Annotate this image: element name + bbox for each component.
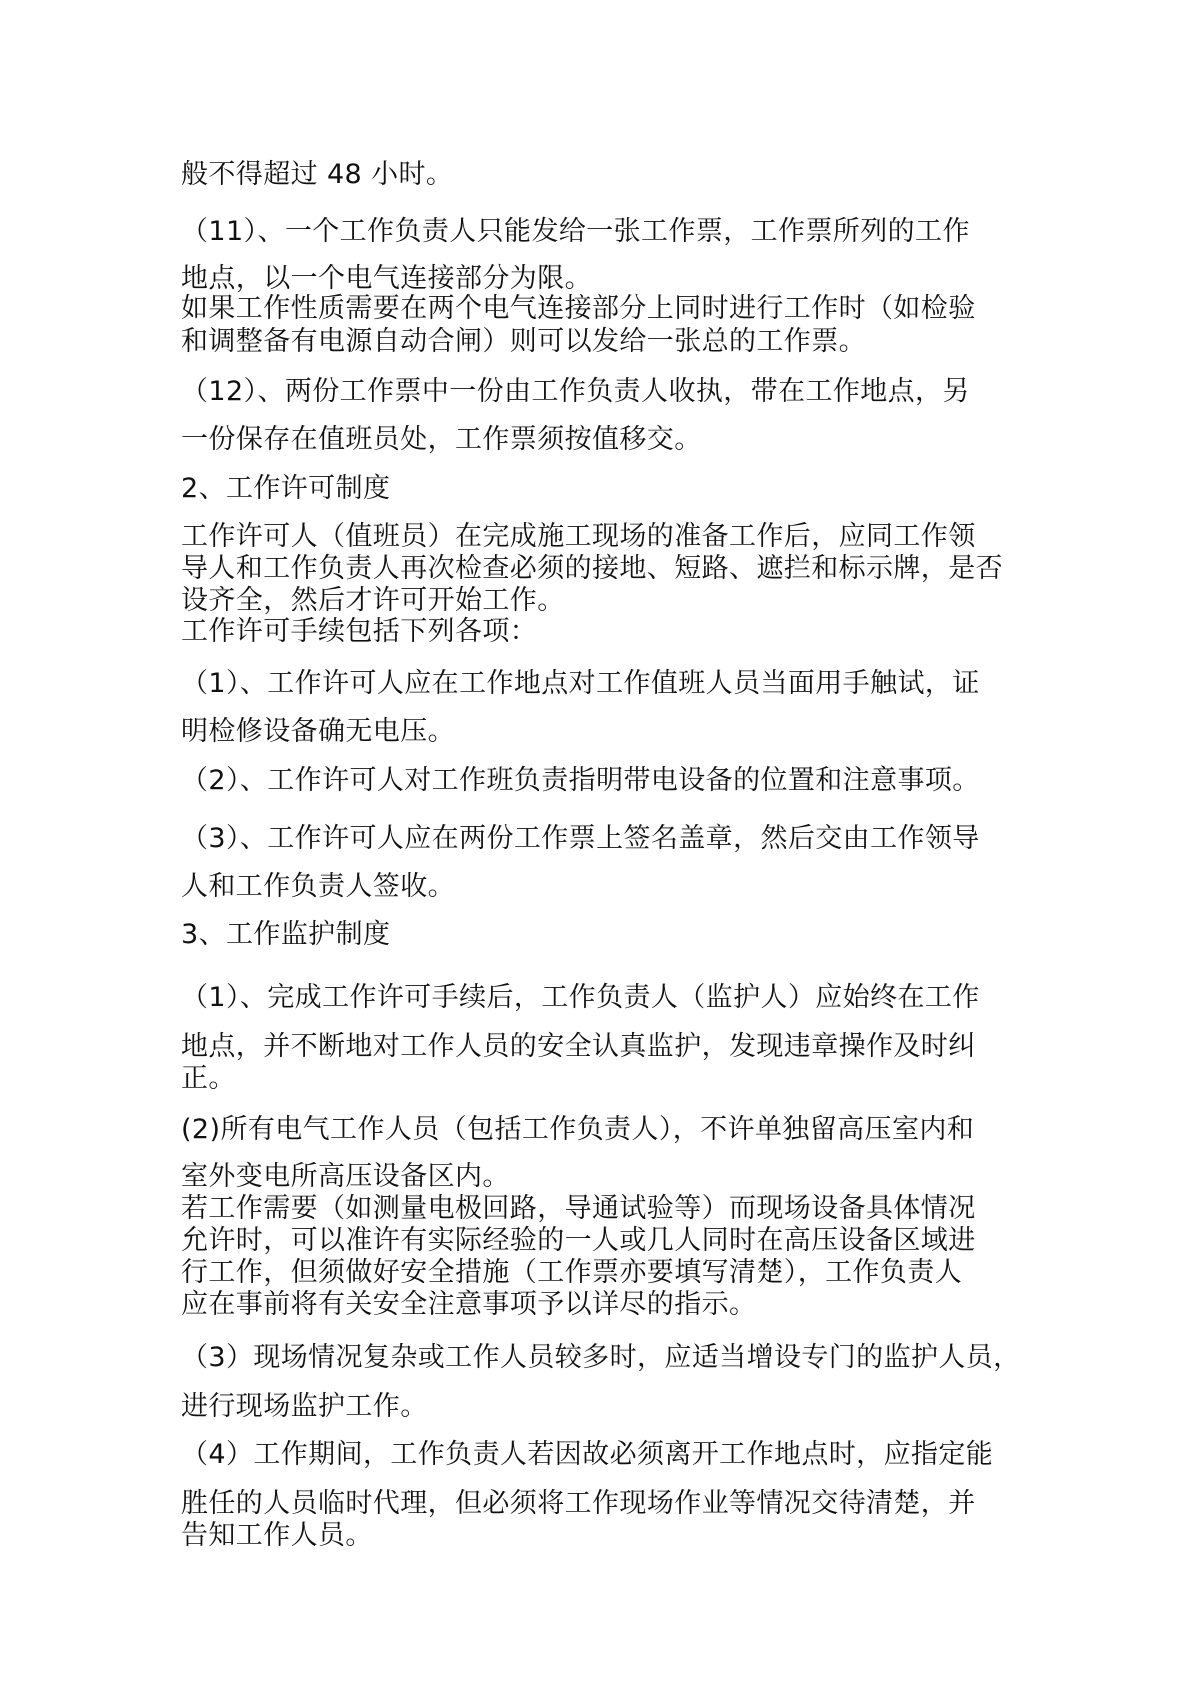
text-line: 和调整备有电源自动合闸）则可以发给一张总的工作票。 xyxy=(181,326,866,357)
text-line: （3）、工作许可人应在两份工作票上签名盖章，然后交由工作领导 xyxy=(181,823,980,854)
text-line: 室外变电所高压设备区内。 xyxy=(181,1161,510,1192)
text-line: 地点，以一个电气连接部分为限。 xyxy=(181,263,592,294)
section-heading: 2、工作许可制度 xyxy=(181,473,391,504)
text-line: （12）、两份工作票中一份由工作负责人收执，带在工作地点，另 xyxy=(181,376,970,407)
text-line: （4）工作期间，工作负责人若因故必须离开工作地点时，应指定能 xyxy=(181,1439,994,1470)
text-line: （1）、完成工作许可手续后，工作负责人（监护人）应始终在工作 xyxy=(181,982,980,1013)
text-line: （2）、工作许可人对工作班负责指明带电设备的位置和注意事项。 xyxy=(181,765,980,796)
text-line: 一份保存在值班员处，工作票须按值移交。 xyxy=(181,424,702,455)
section-heading: 3、工作监护制度 xyxy=(181,919,391,950)
text-line: （3）现场情况复杂或工作人员较多时，应适当增设专门的监护人员， xyxy=(181,1342,1021,1373)
text-line: 允许时，可以准许有实际经验的一人或几人同时在高压设备区域进 xyxy=(181,1225,976,1256)
text-line: 地点，并不断地对工作人员的安全认真监护，发现违章操作及时纠 xyxy=(181,1031,976,1062)
text-line: 般不得超过 48 小时。 xyxy=(181,159,454,190)
text-line: 明检修设备确无电压。 xyxy=(181,716,455,747)
text-line: 导人和工作负责人再次检查必须的接地、短路、遮拦和标示牌，是否 xyxy=(181,553,1003,584)
text-line: 胜任的人员临时代理，但必须将工作现场作业等情况交待清楚，并 xyxy=(181,1488,976,1519)
text-line: 告知工作人员。 xyxy=(181,1520,373,1551)
text-line: （1）、工作许可人应在工作地点对工作值班人员当面用手触试，证 xyxy=(181,668,980,699)
text-line: （11）、一个工作负责人只能发给一张工作票，工作票所列的工作 xyxy=(181,216,970,247)
text-line: 设齐全，然后才许可开始工作。 xyxy=(181,585,565,616)
text-line: 进行现场监护工作。 xyxy=(181,1391,428,1422)
text-line: 人和工作负责人签收。 xyxy=(181,871,455,902)
text-line: 若工作需要（如测量电极回路，导通试验等）而现场设备具体情况 xyxy=(181,1193,976,1224)
text-line: 应在事前将有关安全注意事项予以详尽的指示。 xyxy=(181,1289,757,1320)
text-line: 工作许可手续包括下列各项： xyxy=(181,616,538,647)
text-line: 行工作，但须做好安全措施（工作票亦要填写清楚），工作负责人 xyxy=(181,1257,963,1288)
text-line: 正。 xyxy=(181,1063,236,1094)
text-line: 工作许可人（值班员）在完成施工现场的准备工作后，应同工作领 xyxy=(181,521,976,552)
text-line: 如果工作性质需要在两个电气连接部分上同时进行工作时（如检验 xyxy=(181,293,976,324)
text-line: (2)所有电气工作人员（包括工作负责人），不许单独留高压室内和 xyxy=(181,1114,975,1145)
